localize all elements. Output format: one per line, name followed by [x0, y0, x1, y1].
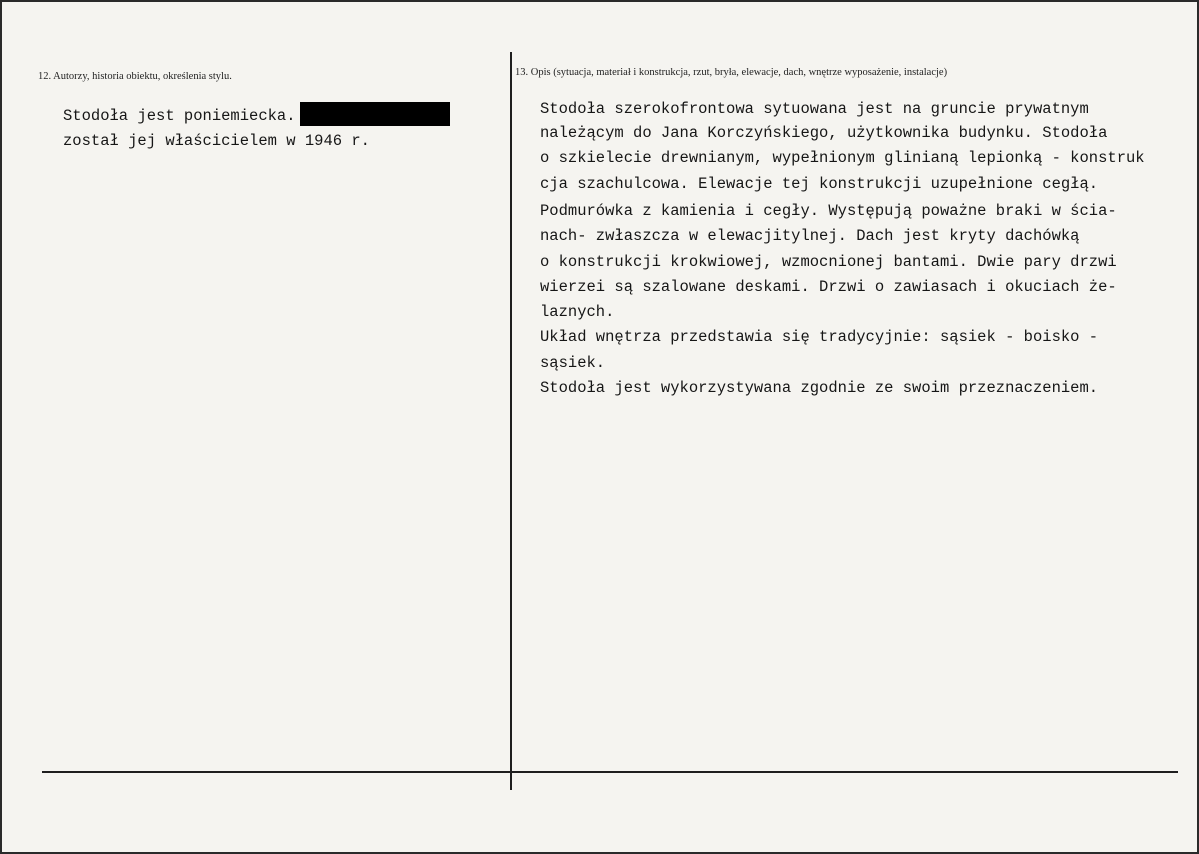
section-13-line-9: laznych.: [540, 303, 615, 321]
section-13-line-2: należącym do Jana Korczyńskiego, użytkownika budynku. Stodoła: [540, 124, 1108, 142]
section-13-line-6: nach- zwłaszcza w elewacjitylnej. Dach jest kryty dachówką: [540, 227, 1080, 245]
section-12-label: 12. Autorzy, historia obiektu, określenia stylu.: [38, 71, 232, 82]
section-12-line-2: został jej właścicielem w 1946 r.: [63, 132, 370, 150]
horizontal-divider: [42, 771, 1178, 773]
section-13-line-1: Stodoła szerokofrontowa sytuowana jest na gruncie prywatnym: [540, 100, 1089, 118]
section-13-line-8: wierzei są szalowane deskami. Drzwi o zawiasach i okuciach że-: [540, 278, 1117, 296]
section-13-line-7: o konstrukcji krokwiowej, wzmocnionej bantami. Dwie pary drzwi: [540, 253, 1117, 271]
section-13-line-12: Stodoła jest wykorzystywana zgodnie ze swoim przeznaczeniem.: [540, 379, 1099, 397]
redaction-block: [300, 102, 450, 126]
section-13-line-5: Podmurówka z kamienia i cegły. Występują poważne braki w ścia-: [540, 202, 1117, 220]
section-13-line-11: sąsiek.: [540, 354, 606, 372]
vertical-divider: [510, 52, 512, 790]
section-13-line-10: Układ wnętrza przedstawia się tradycyjnie: sąsiek - boisko -: [540, 328, 1099, 346]
section-13-line-4: cja szachulcowa. Elewacje tej konstrukcji uzupełnione cegłą.: [540, 175, 1099, 193]
section-13-line-3: o szkielecie drewnianym, wypełnionym glinianą lepionką - konstruk: [540, 149, 1145, 167]
section-13-label: 13. Opis (sytuacja, materiał i konstrukcja, rzut, bryła, elewacje, dach, wnętrze wyposażenie, instalacje): [515, 67, 948, 78]
section-12-line-1: Stodoła jest poniemiecka.: [63, 102, 450, 126]
